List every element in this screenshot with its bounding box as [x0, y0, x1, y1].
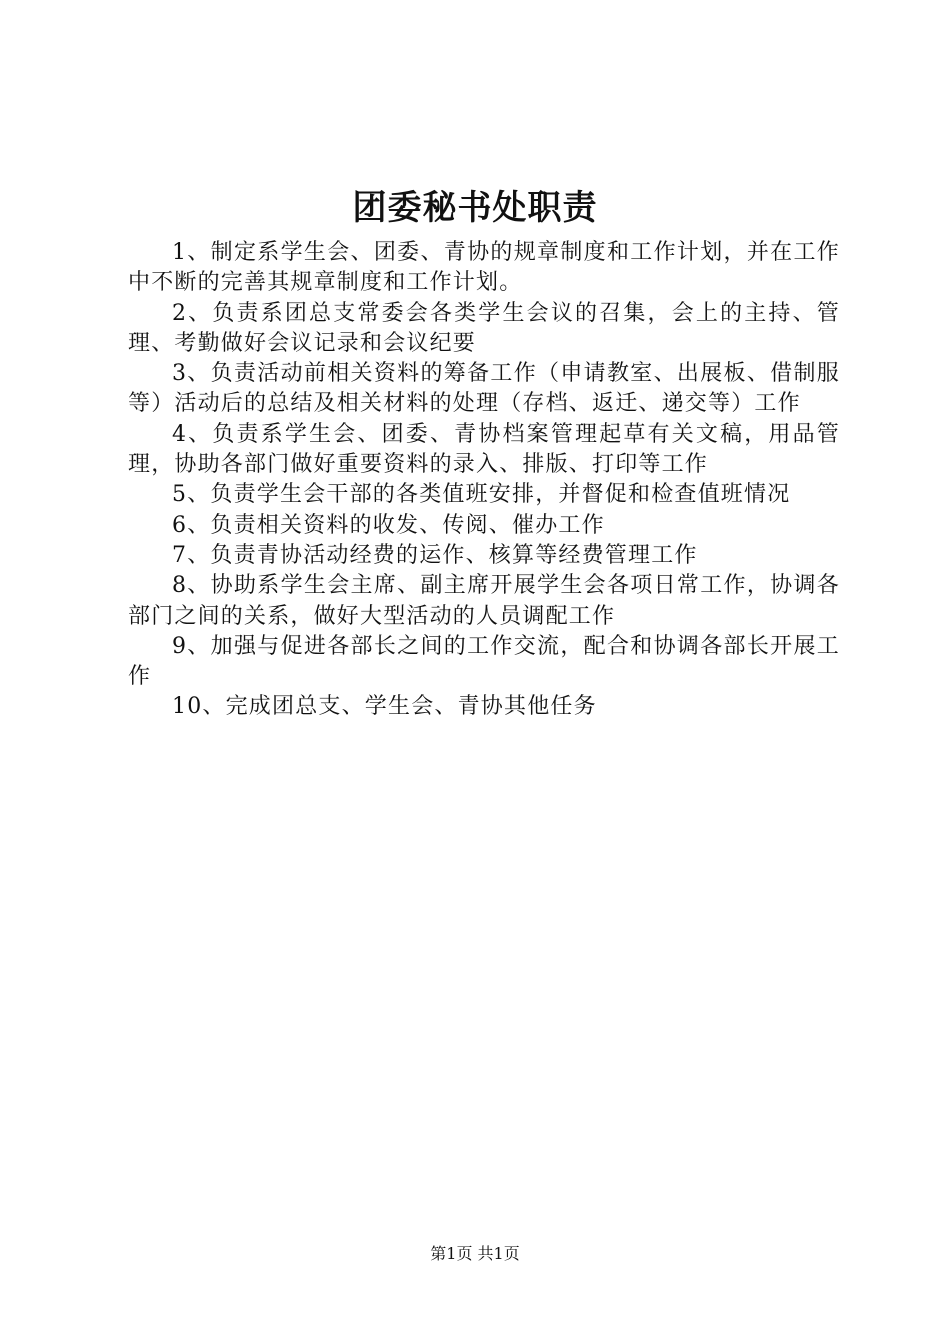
duty-item-1: 1、制定系学生会、团委、青协的规章制度和工作计划，并在工作中不断的完善其规章制度和工作计划。	[128, 240, 840, 296]
duty-item-3: 3、负责活动前相关资料的筹备工作（申请教室、出展板、借制服等）活动后的总结及相关材料的处理（存档、返迁、递交等）工作	[128, 361, 840, 417]
duty-item-7: 7、负责青协活动经费的运作、核算等经费管理工作	[172, 542, 698, 568]
page-number-footer: 第1页 共1页	[430, 1244, 520, 1263]
duty-item-8: 8、协助系学生会主席、副主席开展学生会各项日常工作，协调各部门之间的关系，做好大型活动的人员调配工作	[128, 573, 840, 629]
duty-item-2: 2、负责系团总支常委会各类学生会议的召集，会上的主持、管理、考勤做好会议记录和会议纪要	[128, 300, 840, 356]
duty-item-10: 10、完成团总支、学生会、青协其他任务	[172, 694, 597, 720]
duty-item-6: 6、负责相关资料的收发、传阅、催办工作	[172, 512, 605, 538]
duty-item-5: 5、负责学生会干部的各类值班安排，并督促和检查值班情况	[172, 482, 791, 508]
document-title: 团委秘书处职责	[352, 188, 598, 228]
duty-list	[128, 238, 840, 723]
duty-item-4: 4、负责系学生会、团委、青协档案管理起草有关文稿，用品管理，协助各部门做好重要资料的录入、排版、打印等工作	[128, 421, 840, 478]
duty-item-9: 9、加强与促进各部长之间的工作交流，配合和协调各部长开展工作	[128, 633, 840, 690]
